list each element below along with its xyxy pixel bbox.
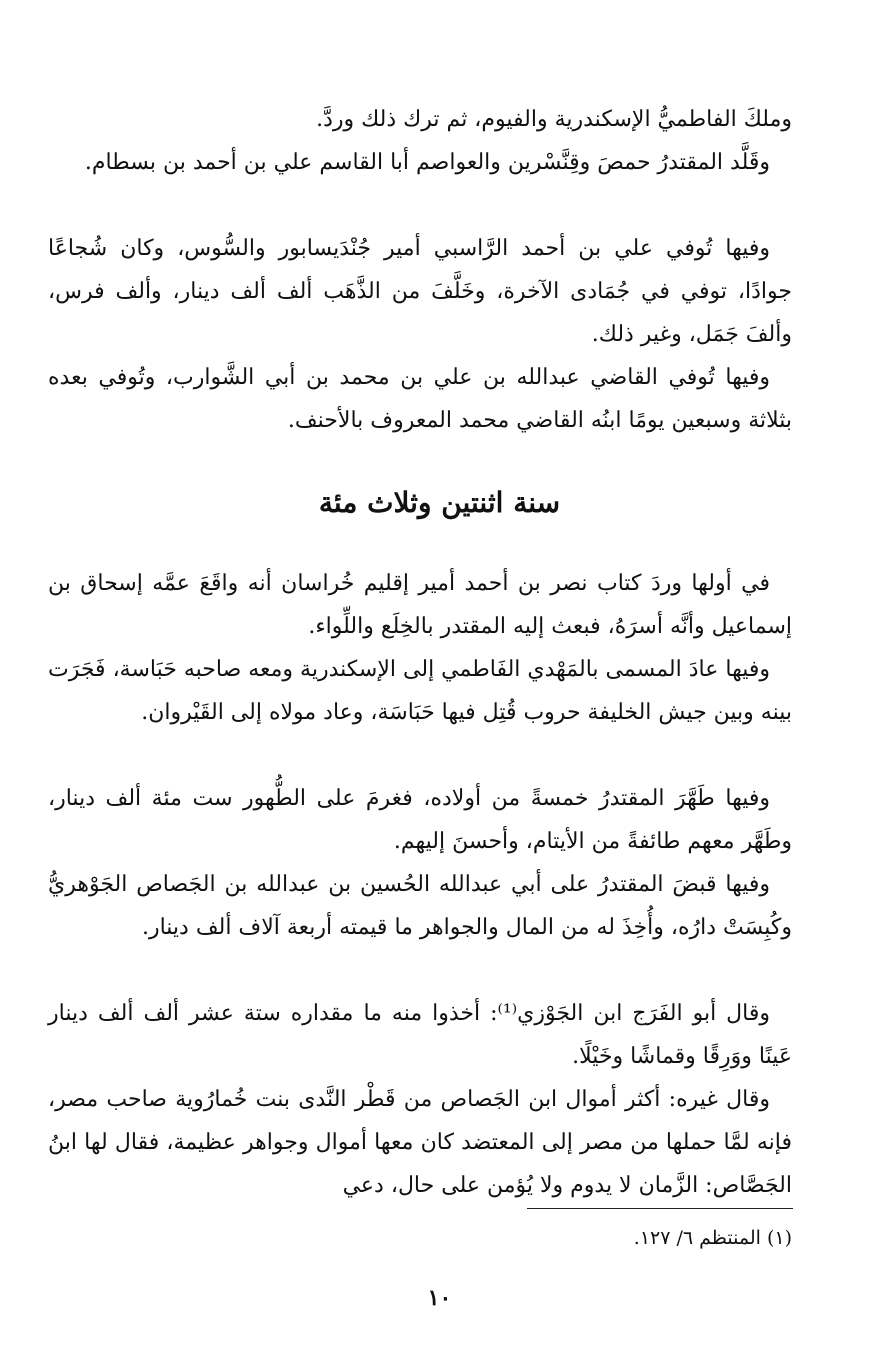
footnote-divider xyxy=(527,1208,793,1209)
page-number: ١٠ xyxy=(427,1285,452,1311)
paragraph: وملكَ الفاطميُّ الإسكندرية والفيوم، ثم ترك ذلك وردَّ. xyxy=(316,107,792,132)
section-title: سنة اثنتين وثلاث مئة xyxy=(318,486,561,519)
paragraph: في أولها وردَ كتاب نصر بن أحمد أمير إقليم خُراسان أنه واقَعَ عمَّه إسحاق بن إسماعيل وأنَّه أسرَهُ، فبعث إليه المقتدر بالخِلَع واللِّواء. xyxy=(48,571,792,639)
paragraph: وفيها قبضَ المقتدرُ على أبي عبدالله الحُسين بن عبدالله بن الجَصاص الجَوْهريُّ وكُبِسَتْ دارُه، وأُخِذَ له من المال والجواهر ما قيمته أربعة آلاف ألف دينار. xyxy=(48,872,792,940)
paragraph: وفيها عادَ المسمى بالمَهْدي الفَاطمي إلى الإسكندرية ومعه صاحبه حَبَاسة، فَجَرَت بينه وبين جيش الخليفة حروب قُتِل فيها حَبَاسَة، وعاد مولاه إلى القَيْروان. xyxy=(48,657,792,725)
paragraph: وقال غيره: أكثر أموال ابن الجَصاص من قَطْر النَّدى بنت خُمارُوية صاحب مصر، فإنه لمَّا حملها من مصر إلى المعتضد كان معها أموال وجواهر عظيمة، فقال لها ابنُ الجَصَّاص: الزَّمان لا يدوم ولا يُؤمن على حال، دعي xyxy=(48,1087,792,1198)
paragraph: وقَلَّد المقتدرُ حمصَ وقِنَّسْرين والعواصم أبا القاسم علي بن أحمد بن بسطام. xyxy=(84,150,770,175)
paragraph: وقال أبو الفَرَج ابن الجَوْزي⁽¹⁾: أخذوا منه ما مقداره ستة عشر ألف ألف دينار عَينًا ووَرِقًا وقماشًا وخَيْلًا. xyxy=(48,1001,792,1069)
paragraph: وفيها تُوفي علي بن أحمد الرَّاسبي أمير جُنْدَيسابور والسُّوس، وكان شُجاعًا جوادًا، توفي في جُمَادى الآخرة، وخَلَّفَ من الذَّهَب ألف ألف دينار، وألف فرس، وألفَ جَمَل، وغير ذلك. xyxy=(48,236,792,347)
footnote: (١) المنتظم ٦/ ١٢٧. xyxy=(633,1227,792,1249)
paragraph: وفيها طَهَّرَ المقتدرُ خمسةً من أولاده، فغرمَ على الطُّهور ست مئة ألف دينار، وطَهَّر معهم طائفةً من الأيتام، وأحسنَ إليهم. xyxy=(48,786,792,854)
paragraph: وفيها تُوفي القاضي عبدالله بن علي بن محمد بن أبي الشَّوارب، وتُوفي بعده بثلاثة وسبعين يومًا ابنُه القاضي محمد المعروف بالأحنف. xyxy=(48,365,792,433)
